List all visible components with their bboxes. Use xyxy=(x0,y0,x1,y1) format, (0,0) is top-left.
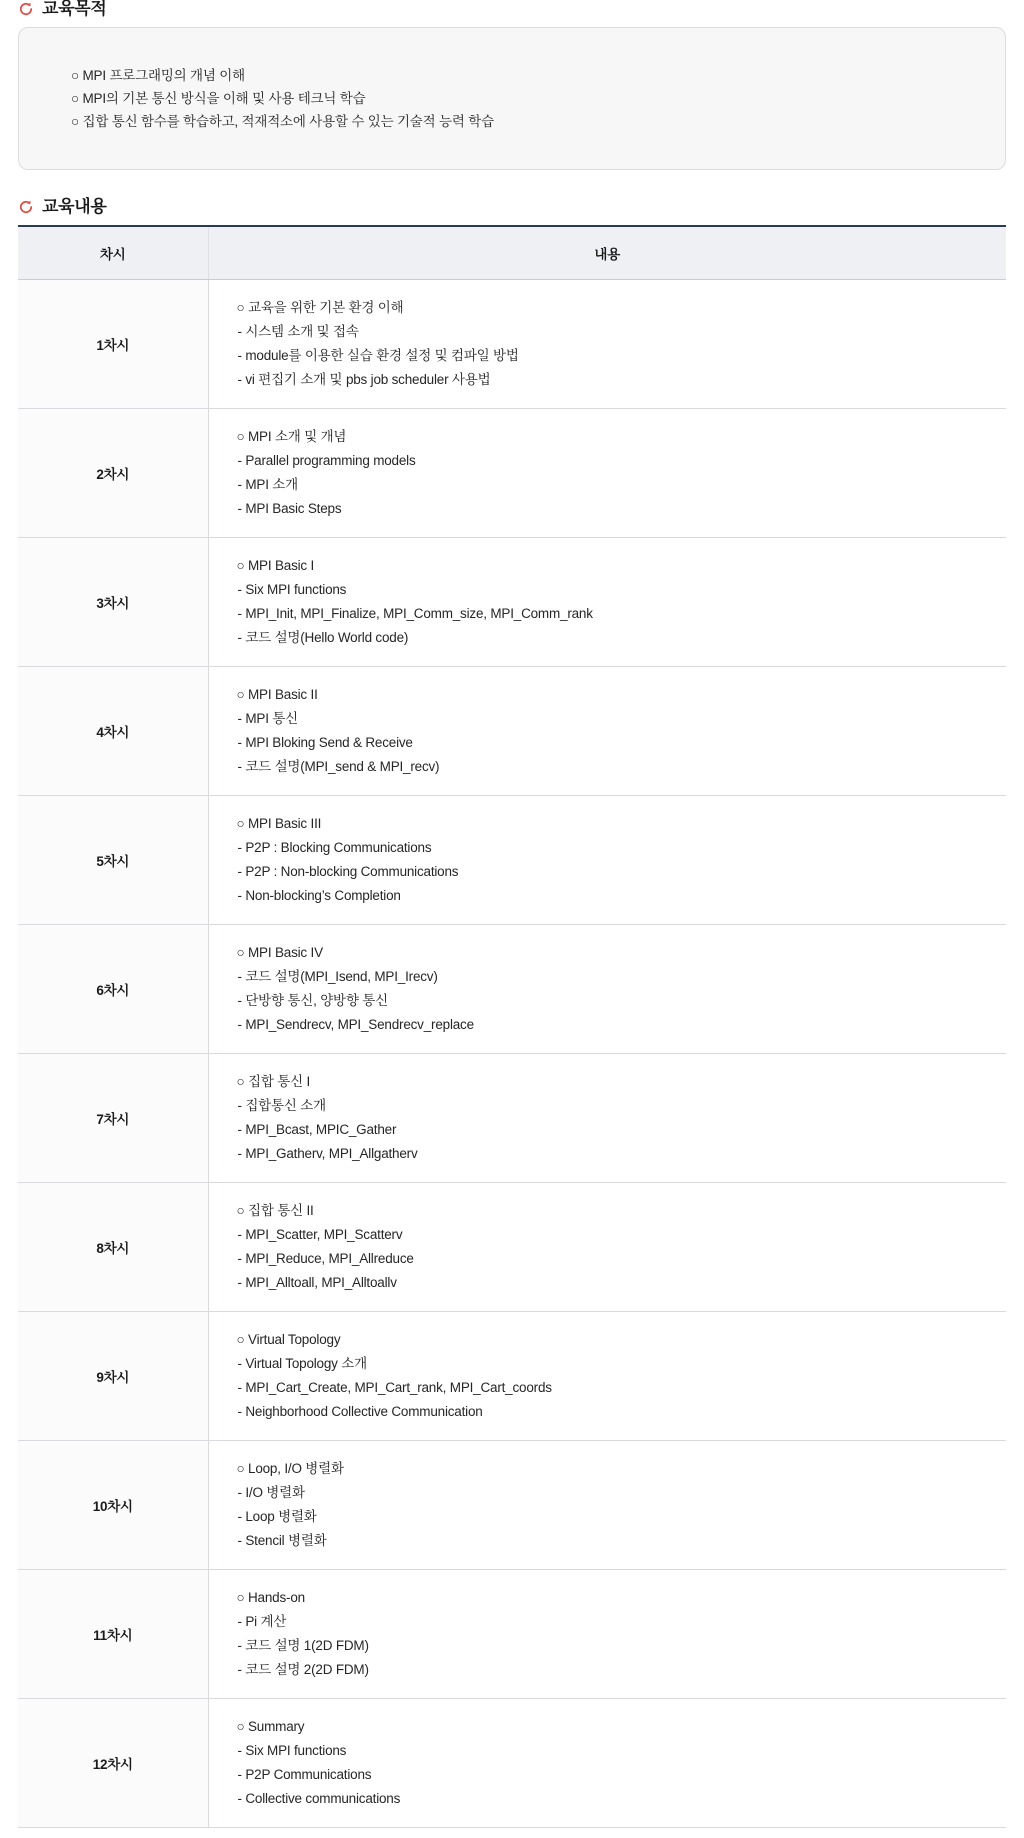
table-row xyxy=(18,667,1006,796)
session-cell: 4차시 xyxy=(18,667,208,796)
session-cell: 9차시 xyxy=(18,1312,208,1441)
objective-item: ○ MPI 프로그래밍의 개념 이해 xyxy=(71,68,245,83)
content-line: - MPI_Bcast, MPIC_Gather xyxy=(237,1122,397,1137)
table-row xyxy=(18,1054,1006,1183)
content-line: - Loop 병렬화 xyxy=(237,1509,317,1524)
content-line: ○ MPI Basic I xyxy=(236,558,315,573)
content-line: - MPI Bloking Send & Receive xyxy=(237,735,413,750)
column-header-session: 차시 xyxy=(18,226,208,280)
section-heading-objective xyxy=(18,0,1006,27)
content-line: ○ 교육을 위한 기본 환경 이해 xyxy=(236,300,404,315)
table-row xyxy=(18,796,1006,925)
table-row xyxy=(18,925,1006,1054)
content-line: - P2P Communications xyxy=(237,1767,372,1782)
content-line: - MPI_Sendrecv, MPI_Sendrecv_replace xyxy=(237,1017,474,1032)
session-cell: 12차시 xyxy=(18,1699,208,1828)
session-cell: 1차시 xyxy=(18,280,208,409)
content-line: - module를 이용한 실습 환경 설정 및 컴파일 방법 xyxy=(237,348,519,363)
content-line: - 단방향 통신, 양방향 통신 xyxy=(237,993,388,1008)
content-line: - MPI Basic Steps xyxy=(237,501,342,516)
objective-item: ○ 집합 통신 함수를 학습하고, 적재적소에 사용할 수 있는 기술적 능력 학습 xyxy=(71,114,494,129)
table-body xyxy=(18,280,1006,1828)
content-line: - MPI_Scatter, MPI_Scatterv xyxy=(237,1227,403,1242)
content-line: - 코드 설명(MPI_Isend, MPI_Irecv) xyxy=(237,969,438,984)
table-row xyxy=(18,1570,1006,1699)
content-line: - P2P : Blocking Communications xyxy=(237,840,432,855)
content-line: - MPI 통신 xyxy=(237,711,298,726)
content-line: - MPI_Reduce, MPI_Allreduce xyxy=(237,1251,414,1266)
section-title-objective: 교육목적 xyxy=(42,0,107,18)
session-cell: 8차시 xyxy=(18,1183,208,1312)
table-header-row xyxy=(18,226,1006,280)
content-line: ○ MPI Basic IV xyxy=(236,945,323,960)
objective-item: ○ MPI의 기본 통신 방식을 이해 및 사용 테크닉 학습 xyxy=(71,91,366,106)
content-line: ○ Virtual Topology xyxy=(236,1332,341,1347)
content-line: - Virtual Topology 소개 xyxy=(237,1356,367,1371)
content-line: ○ Summary xyxy=(236,1719,305,1734)
table-row xyxy=(18,1441,1006,1570)
content-line: - Neighborhood Collective Communication xyxy=(237,1404,483,1419)
curriculum-table xyxy=(18,225,1006,1828)
content-line: - 코드 설명(Hello World code) xyxy=(237,630,409,645)
content-cell xyxy=(208,280,1006,409)
content-line: - Six MPI functions xyxy=(237,582,347,597)
content-line: - MPI 소개 xyxy=(237,477,298,492)
table-row xyxy=(18,409,1006,538)
content-line: - I/O 병렬화 xyxy=(237,1485,305,1500)
session-cell: 10차시 xyxy=(18,1441,208,1570)
column-header-content: 내용 xyxy=(208,226,1006,280)
content-line: - Parallel programming models xyxy=(237,453,416,468)
section-heading-curriculum xyxy=(18,176,1006,225)
content-cell xyxy=(208,1699,1006,1828)
table-row xyxy=(18,1183,1006,1312)
content-cell xyxy=(208,796,1006,925)
table-row xyxy=(18,538,1006,667)
content-line: - 코드 설명(MPI_send & MPI_recv) xyxy=(237,759,440,774)
session-cell: 6차시 xyxy=(18,925,208,1054)
content-line: ○ MPI Basic III xyxy=(236,816,322,831)
content-line: ○ MPI Basic II xyxy=(236,687,318,702)
table-row xyxy=(18,280,1006,409)
content-line: - 집합통신 소개 xyxy=(237,1098,326,1113)
content-line: ○ 집합 통신 II xyxy=(236,1203,314,1218)
content-line: - Pi 계산 xyxy=(237,1614,287,1629)
content-line: ○ Loop, I/O 병렬화 xyxy=(236,1461,344,1476)
session-cell: 7차시 xyxy=(18,1054,208,1183)
refresh-circle-icon xyxy=(18,199,34,215)
session-cell: 5차시 xyxy=(18,796,208,925)
content-cell xyxy=(208,925,1006,1054)
content-line: - 코드 설명 2(2D FDM) xyxy=(237,1662,369,1677)
content-line: - vi 편집기 소개 및 pbs job scheduler 사용법 xyxy=(237,372,491,387)
content-line: ○ 집합 통신 I xyxy=(236,1074,311,1089)
table-row xyxy=(18,1699,1006,1828)
content-cell xyxy=(208,409,1006,538)
content-line: - MPI_Cart_Create, MPI_Cart_rank, MPI_Cart_coords xyxy=(237,1380,552,1395)
content-line: - MPI_Init, MPI_Finalize, MPI_Comm_size, MPI_Comm_rank xyxy=(237,606,593,621)
content-cell xyxy=(208,1570,1006,1699)
content-line: - MPI_Gatherv, MPI_Allgatherv xyxy=(237,1146,418,1161)
table-row xyxy=(18,1312,1006,1441)
content-line: - P2P : Non-blocking Communications xyxy=(237,864,459,879)
table-header xyxy=(18,226,1006,280)
content-cell xyxy=(208,667,1006,796)
content-line: ○ Hands-on xyxy=(236,1590,305,1605)
content-line: - Six MPI functions xyxy=(237,1743,347,1758)
content-line: - MPI_Alltoall, MPI_Alltoallv xyxy=(237,1275,397,1290)
content-cell xyxy=(208,538,1006,667)
content-cell xyxy=(208,1312,1006,1441)
objective-box xyxy=(18,27,1006,170)
section-title-curriculum: 교육내용 xyxy=(42,197,107,216)
session-cell: 11차시 xyxy=(18,1570,208,1699)
refresh-circle-icon xyxy=(18,1,34,17)
content-cell xyxy=(208,1054,1006,1183)
content-line: - 코드 설명 1(2D FDM) xyxy=(237,1638,369,1653)
session-cell: 2차시 xyxy=(18,409,208,538)
content-cell xyxy=(208,1441,1006,1570)
content-line: - 시스템 소개 및 접속 xyxy=(237,324,359,339)
content-line: - Collective communications xyxy=(237,1791,401,1806)
content-line: - Stencil 병렬화 xyxy=(237,1533,327,1548)
session-cell: 3차시 xyxy=(18,538,208,667)
content-line: ○ MPI 소개 및 개념 xyxy=(236,429,347,444)
content-line: - Non-blocking’s Completion xyxy=(237,888,401,903)
content-cell xyxy=(208,1183,1006,1312)
